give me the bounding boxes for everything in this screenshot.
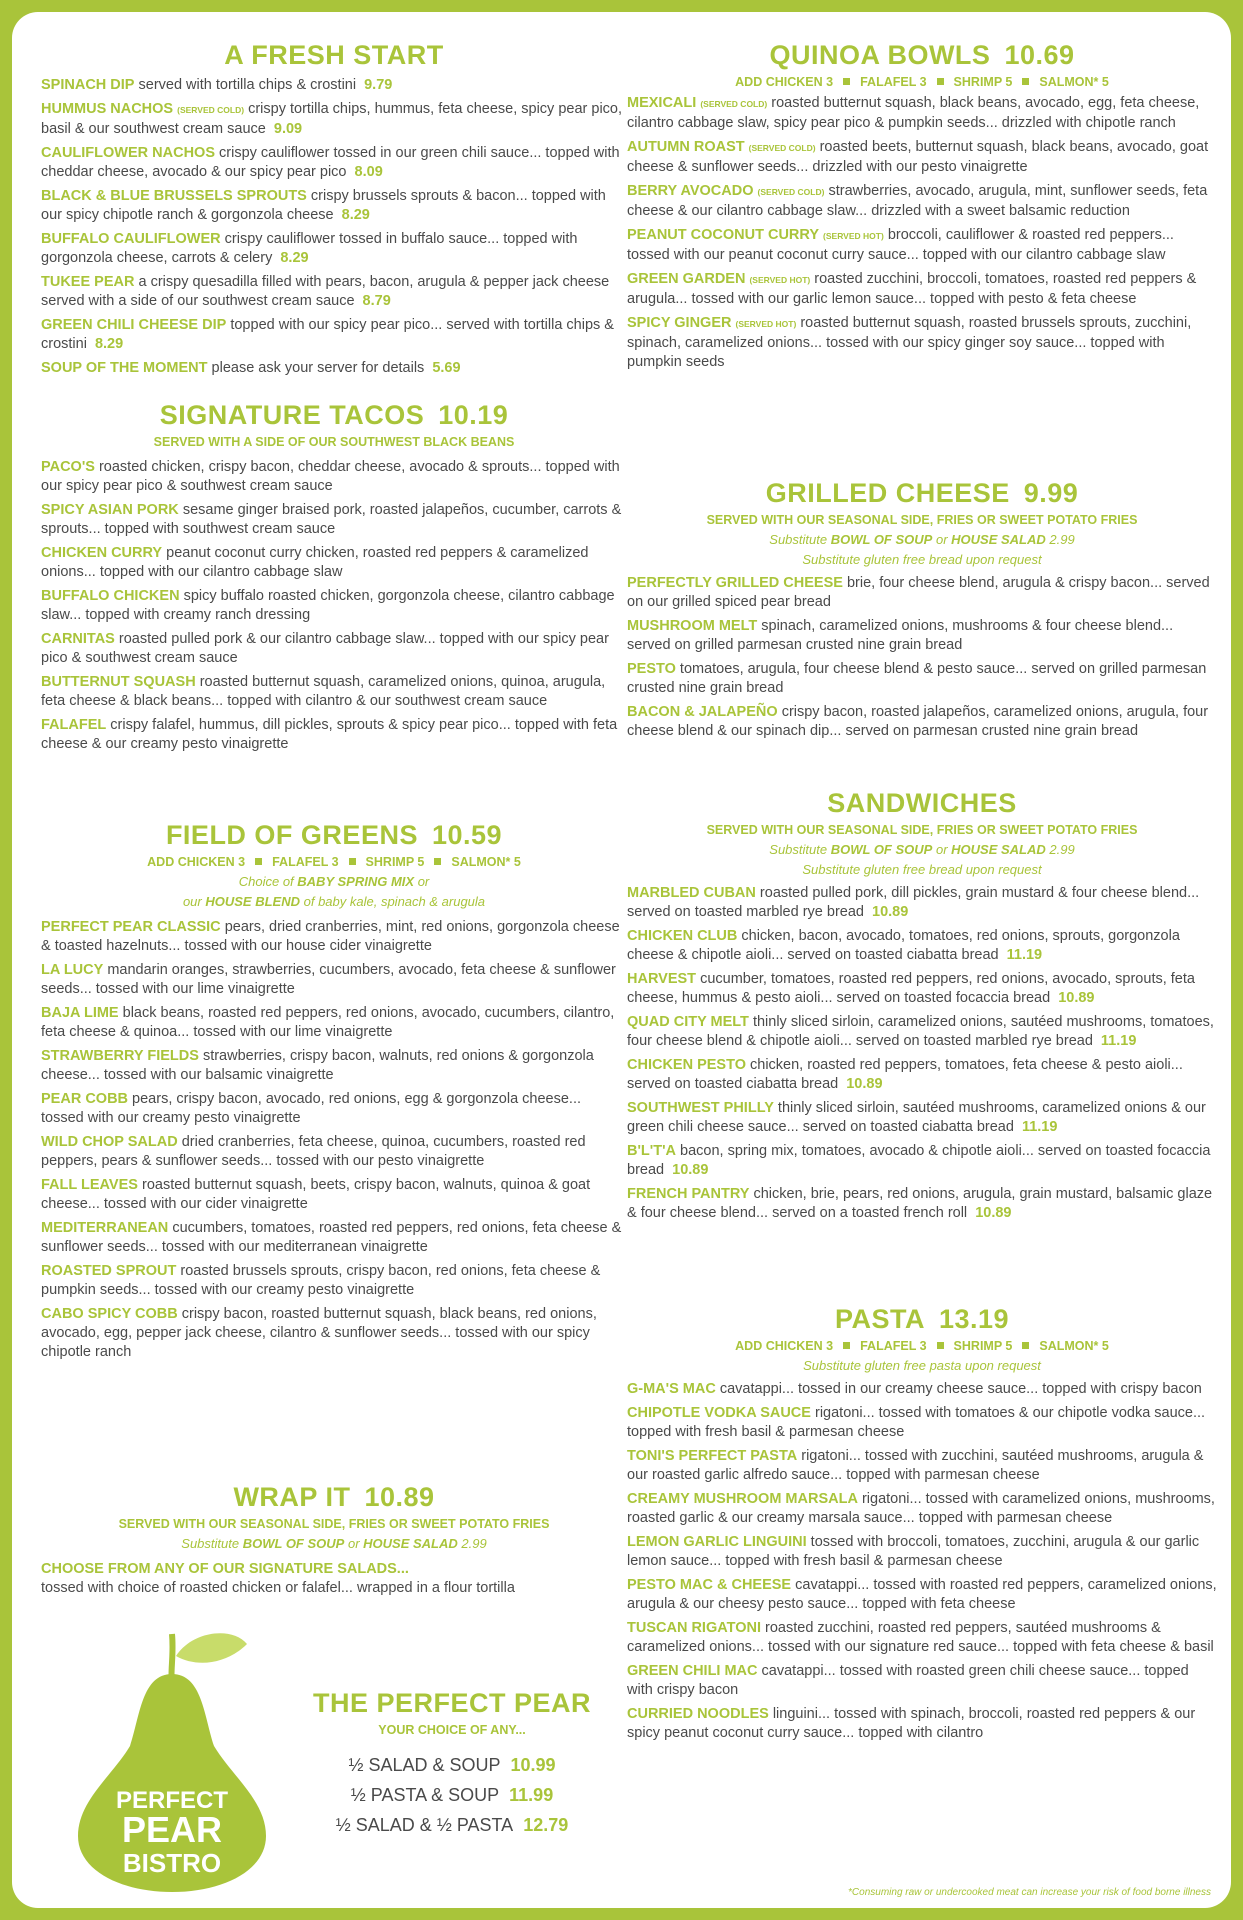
- menu-item: ROASTED SPROUT roasted brussels sprouts, crispy bacon, red onions, feta cheese & pumpkin seeds... tossed with our creamy pesto vinaigrette: [41, 1263, 601, 1298]
- menu-item: CURRIED NOODLES linguini... tossed with spinach, broccoli, roasted red peppers & our spicy peanut coconut curry sauce... topped with cilantro: [627, 1706, 1196, 1741]
- wrap-section: [41, 1480, 627, 1603]
- menu-item: CHICKEN PESTO chicken, roasted red peppers, tomatoes, feta cheese & pesto aioli... served on toasted ciabatta bread 10.89: [627, 1057, 1183, 1092]
- substitute-note: Substitute BOWL OF SOUP or HOUSE SALAD 2.99: [769, 532, 1075, 547]
- menu-item: PERFECT PEAR CLASSIC pears, dried cranberries, mint, red onions, gorgonzola cheese & toasted hazelnuts... tossed with our house cider vinaigrette: [41, 919, 620, 954]
- logo-line-2: PEAR: [121, 1809, 223, 1850]
- section-title-quinoa: QUINOA BOWLS 10.69: [769, 40, 1075, 70]
- section-title-tacos: SIGNATURE TACOS 10.19: [159, 400, 509, 430]
- greens-section: [41, 818, 627, 1367]
- menu-item: MEXICALI (SERVED COLD) roasted butternut squash, black beans, avocado, egg, feta cheese, cilantro cabbage slaw, spicy pear pico & pumpkin seeds... drizzled with chipotle ranch: [627, 95, 1200, 131]
- menu-item: SPICY ASIAN PORK sesame ginger braised pork, roasted jalapeños, cucumber, carrots & sprouts... topped with southwest cream sauce: [41, 502, 622, 537]
- section-subtitle: YOUR CHOICE OF ANY...: [378, 1723, 526, 1737]
- menu-item: BACON & JALAPEÑO crispy bacon, roasted jalapeños, caramelized onions, arugula, four cheese blend & our spinach dip... served on parmesan crusted nine grain bread: [627, 704, 1209, 739]
- menu-item: GREEN CHILI CHEESE DIP topped with our spicy pear pico... served with tortilla chips & crostini 8.29: [41, 317, 614, 352]
- section-title-fresh-start: A FRESH START: [224, 40, 444, 70]
- menu-item: CAULIFLOWER NACHOS crispy cauliflower tossed in our green chili sauce... topped with cheddar cheese, avocado & our spicy pear pico 8.09: [41, 145, 620, 180]
- menu-item: CHIPOTLE VODKA SAUCE rigatoni... tossed with tomatoes & our chipotle vodka sauce... topped with fresh basil & parmesan cheese: [627, 1405, 1206, 1440]
- menu-item: STRAWBERRY FIELDS strawberries, crispy bacon, walnuts, red onions & gorgonzola cheese... tossed with our balsamic vinaigrette: [41, 1048, 594, 1083]
- section-subtitle: SERVED WITH OUR SEASONAL SIDE, FRIES OR SWEET POTATO FRIES: [706, 823, 1138, 837]
- tacos-section: [41, 398, 627, 759]
- fresh-start-list: [41, 76, 627, 378]
- menu-item: FALAFEL crispy falafel, hummus, dill pickles, sprouts & spicy pear pico... topped with feta cheese & our creamy pesto vinaigrette: [41, 717, 618, 752]
- menu-item: HARVEST cucumber, tomatoes, roasted red peppers, red onions, avocado, sprouts, feta cheese, hummus & pesto aioli... served on toasted focaccia bread 10.89: [627, 971, 1195, 1006]
- substitute-note: Substitute BOWL OF SOUP or HOUSE SALAD 2.99: [769, 842, 1075, 857]
- menu-item: MUSHROOM MELT spinach, caramelized onions, mushrooms & four cheese blend... served on grilled parmesan crusted nine grain bread: [627, 618, 1174, 653]
- menu-item: TONI'S PERFECT PASTA rigatoni... tossed with zucchini, sautéed mushrooms, arugula & our roasted garlic alfredo sauce... topped with parmesan cheese: [627, 1448, 1204, 1483]
- pasta-section: [627, 1302, 1217, 1748]
- menu-item: PERFECTLY GRILLED CHEESE brie, four cheese blend, arugula & crispy bacon... served on our grilled spiced pear bread: [627, 575, 1210, 610]
- pear-logo: [72, 1616, 272, 1892]
- menu-item: PEANUT COCONUT CURRY (SERVED HOT) broccoli, cauliflower & roasted red peppers... tossed with our peanut coconut curry sauce... topped with our cilantro cabbage slaw: [627, 227, 1174, 263]
- menu-item: SOUTHWEST PHILLY thinly sliced sirloin, sautéed mushrooms, caramelized onions & our green chili cheese sauce... served on toasted ciabatta bread 11.19: [627, 1100, 1206, 1135]
- menu-item: PESTO MAC & CHEESE cavatappi... tossed with roasted red peppers, caramelized onions, arugula & our cheesy pesto sauce... topped with feta cheese: [627, 1577, 1217, 1612]
- addons-line: ADD CHICKEN 3 FALAFEL 3 SHRIMP 5 SALMON* 5: [147, 855, 521, 869]
- sandwiches-section: [627, 786, 1217, 1228]
- menu-item: BAJA LIME black beans, roasted red peppers, red onions, avocado, cucumbers, cilantro, feta cheese & quinoa... tossed with our lime vinaigrette: [41, 1005, 615, 1040]
- section-title-grilled-cheese: GRILLED CHEESE 9.99: [765, 478, 1079, 508]
- menu-item: HUMMUS NACHOS (SERVED COLD) crispy tortilla chips, hummus, feta cheese, spicy pear pico, basil & our southwest cream sauce 9.09: [41, 101, 623, 137]
- quinoa-section: [627, 38, 1217, 377]
- menu-item: PEAR COBB pears, crispy bacon, avocado, red onions, egg & gorgonzola cheese... tossed with our creamy pesto vinaigrette: [41, 1091, 582, 1126]
- menu-item: G-MA'S MAC cavatappi... tossed in our creamy cheese sauce... topped with crispy bacon: [627, 1381, 1202, 1397]
- menu-item: QUAD CITY MELT thinly sliced sirloin, caramelized onions, sautéed mushrooms, tomatoes, four cheese blend & chipotle aioli... served on toasted marbled rye bread 11.19: [627, 1014, 1214, 1049]
- section-title-perfect-pear: THE PERFECT PEAR: [312, 1688, 592, 1718]
- gluten-free-note: Substitute gluten free pasta upon request: [803, 1358, 1041, 1373]
- menu-item: BUTTERNUT SQUASH roasted butternut squash, caramelized onions, quinoa, arugula, feta cheese & black beans... topped with cilantro & our southwest cream sauce: [41, 674, 606, 709]
- menu-item: LA LUCY mandarin oranges, strawberries, cucumbers, avocado, feta cheese & sunflower seeds... tossed with our lime vinaigrette: [41, 962, 616, 997]
- menu-item: MEDITERRANEAN cucumbers, tomatoes, roasted red peppers, red onions, feta cheese & sunflower seeds... tossed with our mediterranean vinaigrette: [41, 1220, 622, 1255]
- menu-item: BUFFALO CAULIFLOWER crispy cauliflower tossed in buffalo sauce... topped with gorgonzola cheese, carrots & celery 8.29: [41, 231, 578, 266]
- menu-item: CHICKEN CURRY peanut coconut curry chicken, roasted red peppers & caramelized onions... topped with our cilantro cabbage slaw: [41, 545, 589, 580]
- menu-item: SOUP OF THE MOMENT please ask your server for details 5.69: [41, 360, 461, 376]
- menu-item: BERRY AVOCADO (SERVED COLD) strawberries, avocado, arugula, mint, sunflower seeds, feta cheese & our cilantro cabbage slaw... drizzled with a sweet balsamic reduction: [627, 183, 1208, 219]
- section-title-pasta: PASTA 13.19: [834, 1304, 1010, 1334]
- menu-item: AUTUMN ROAST (SERVED COLD) roasted beets, butternut squash, black beans, avocado, goat cheese & sunflower seeds... drizzled with our pesto vinaigrette: [627, 139, 1209, 175]
- menu-item: TUSCAN RIGATONI roasted zucchini, roasted red peppers, sautéed mushrooms & caramelized onions... tossed with our signature red sauce... topped with feta cheese & basil: [627, 1620, 1214, 1655]
- menu-item: LEMON GARLIC LINGUINI tossed with broccoli, tomatoes, zucchini, arugula & our garlic lemon sauce... topped with fresh basil & parmesan cheese: [627, 1534, 1200, 1569]
- substitute-note: Substitute BOWL OF SOUP or HOUSE SALAD 2.99: [181, 1536, 487, 1551]
- menu-item: BUFFALO CHICKEN spicy buffalo roasted chicken, gorgonzola cheese, cilantro cabbage slaw... topped with creamy ranch dressing: [41, 588, 615, 623]
- menu-item: SPINACH DIP served with tortilla chips & crostini 9.79: [41, 77, 393, 93]
- logo-line-1: PERFECT: [115, 1787, 229, 1814]
- menu-item: BLACK & BLUE BRUSSELS SPROUTS crispy brussels sprouts & bacon... topped with our spicy chipotle ranch & gorgonzola cheese 8.29: [41, 188, 606, 223]
- menu-item: GREEN GARDEN (SERVED HOT) roasted zucchini, broccoli, tomatoes, roasted red peppers & arugula... tossed with our garlic lemon sauce... topped with pesto & feta cheese: [627, 271, 1197, 307]
- menu-card: [12, 12, 1231, 1908]
- greens-note-1: Choice of BABY SPRING MIX or: [238, 874, 430, 889]
- menu-item: B'L'T'A bacon, spring mix, tomatoes, avocado & chipotle aioli... served on toasted focaccia bread 10.89: [627, 1143, 1211, 1178]
- menu-item: PACO'S roasted chicken, crispy bacon, cheddar cheese, avocado & sprouts... topped with our spicy pear pico & southwest cream sauce: [41, 459, 620, 494]
- menu-item: CHOOSE FROM ANY OF OUR SIGNATURE SALADS... tossed with choice of roasted chicken or falafel... wrapped in a flour tortilla: [41, 1561, 515, 1596]
- menu-item: FRENCH PANTRY chicken, brie, pears, red onions, arugula, grain mustard, balsamic glaze & four cheese blend... served on a toasted french roll 10.89: [627, 1186, 1213, 1221]
- grilled-cheese-section: [627, 476, 1217, 746]
- combo-item: ½ SALAD & SOUP 10.99: [348, 1755, 556, 1775]
- section-subtitle: SERVED WITH A SIDE OF OUR SOUTHWEST BLACK BEANS: [153, 435, 515, 449]
- menu-item: CHICKEN CLUB chicken, bacon, avocado, tomatoes, red onions, sprouts, gorgonzola cheese & chipotle aioli... served on toasted ciabatta bread 11.19: [627, 928, 1180, 963]
- addons-line: ADD CHICKEN 3 FALAFEL 3 SHRIMP 5 SALMON* 5: [735, 1339, 1109, 1353]
- section-subtitle: SERVED WITH OUR SEASONAL SIDE, FRIES OR SWEET POTATO FRIES: [706, 513, 1138, 527]
- menu-item: TUKEE PEAR a crispy quesadilla filled with pears, bacon, arugula & pepper jack cheese served with a side of our southwest cream sauce 8.79: [41, 274, 610, 309]
- section-title-wrap: WRAP IT 10.89: [233, 1482, 435, 1512]
- section-title-sandwiches: SANDWICHES: [827, 788, 1017, 818]
- menu-item: MARBLED CUBAN roasted pulled pork, dill pickles, grain mustard & four cheese blend... served on toasted marbled rye bread 10.89: [627, 885, 1200, 920]
- greens-note-2: our HOUSE BLEND of baby kale, spinach & arugula: [182, 894, 486, 909]
- combo-item: ½ SALAD & ½ PASTA 12.79: [335, 1815, 569, 1835]
- section-subtitle: SERVED WITH OUR SEASONAL SIDE, FRIES OR SWEET POTATO FRIES: [118, 1517, 550, 1531]
- menu-item: SPICY GINGER (SERVED HOT) roasted butternut squash, roasted brussels sprouts, zucchini, spinach, caramelized onions... tossed with our spicy ginger soy sauce... topped with pumpkin seeds: [627, 315, 1192, 370]
- fresh-start-section: [41, 38, 627, 383]
- combo-item: ½ PASTA & SOUP 11.99: [350, 1785, 554, 1805]
- gluten-free-note: Substitute gluten free bread upon request: [802, 552, 1042, 567]
- gluten-free-note: Substitute gluten free bread upon request: [802, 862, 1042, 877]
- perfect-pear-section: [287, 1686, 617, 1840]
- disclaimer: *Consuming raw or undercooked meat can increase your risk of food borne illness: [848, 1887, 1211, 1898]
- menu-item: FALL LEAVES roasted butternut squash, beets, crispy bacon, walnuts, quinoa & goat cheese... tossed with our cider vinaigrette: [41, 1177, 591, 1212]
- logo-line-3: BISTRO: [122, 1848, 222, 1878]
- addons-line: ADD CHICKEN 3 FALAFEL 3 SHRIMP 5 SALMON* 5: [735, 75, 1109, 89]
- menu-item: CREAMY MUSHROOM MARSALA rigatoni... tossed with caramelized onions, mushrooms, roasted garlic & our creamy marsala sauce... topped with parmesan cheese: [627, 1491, 1215, 1526]
- pear-leaf: [176, 1633, 247, 1663]
- menu-item: GREEN CHILI MAC cavatappi... tossed with roasted green chili cheese sauce... topped with crispy bacon: [627, 1663, 1189, 1698]
- menu-item: PESTO tomatoes, arugula, four cheese blend & pesto sauce... served on grilled parmesan crusted nine grain bread: [627, 661, 1207, 696]
- menu-item: CARNITAS roasted pulled pork & our cilantro cabbage slaw... topped with our spicy pear pico & southwest cream sauce: [41, 631, 609, 666]
- section-title-greens: FIELD OF GREENS 10.59: [165, 820, 503, 850]
- menu-item: WILD CHOP SALAD dried cranberries, feta cheese, quinoa, cucumbers, roasted red peppers, pears & sunflower seeds... tossed with our pesto vinaigrette: [41, 1134, 586, 1169]
- menu-item: CABO SPICY COBB crispy bacon, roasted butternut squash, black beans, red onions, avocado, egg, pepper jack cheese, cilantro & sunflower seeds... tossed with our spicy chipotle ranch: [41, 1306, 597, 1360]
